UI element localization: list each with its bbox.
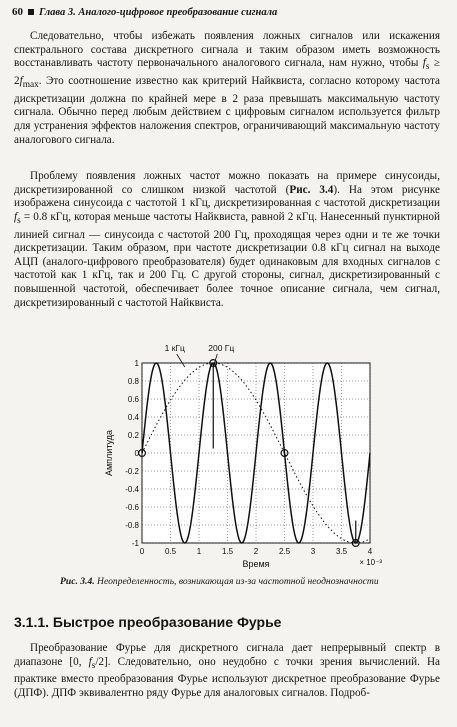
figure-caption bbox=[60, 576, 420, 587]
y-tick-label: 1 bbox=[134, 359, 139, 368]
x-tick-label: 3.5 bbox=[335, 547, 348, 556]
caption-text: Неопределенность, возникающая из-за частотной неоднозначности bbox=[94, 576, 379, 587]
math-sub: s bbox=[17, 216, 21, 227]
x-tick-label: 0.5 bbox=[164, 547, 177, 556]
text-run: . Это соотношение известно как критерий Найквиста, согласно которому частота дискретизации должна по крайней мере в 2 раза превышать максимальную частоту сигнала. Обычно перед любым действием с цифровым сигналом используется фильтр для устранения эффектов наложения спектров, ограничивающий максимальную частоту аналогового сигнала. bbox=[14, 75, 440, 146]
paragraph-nyquist bbox=[14, 30, 440, 147]
x-tick-label: 1.5 bbox=[221, 547, 234, 556]
figure-reference: Рис. 3.4 bbox=[289, 183, 334, 196]
text-run: /2]. Следовательно, оно неудобно с точки зрения вычислений. На практике вместо преобразования Фурье используют дискретное преобразование Фурье (ДПФ). ДПФ эквивалентно ряду Фурье для аналоговых сигналов. Подроб- bbox=[14, 655, 440, 700]
paragraph-fourier bbox=[14, 642, 440, 701]
y-tick-label: -0.2 bbox=[125, 467, 139, 476]
page-number: 60 bbox=[12, 6, 23, 18]
math-f: f bbox=[14, 210, 18, 223]
bullet-square-icon bbox=[28, 9, 34, 15]
paragraph-aliasing bbox=[14, 170, 440, 310]
text-run: Следовательно, чтобы избежать появления ложных сигналов или искажения спектрального состава дискретного сигнала и таким образом иметь возможность восстанавливать частоту первоначального аналогового сигнала, нам нужно, чтобы bbox=[14, 30, 440, 70]
chart-svg bbox=[100, 337, 390, 579]
x-axis-exponent: × 10⁻³ bbox=[359, 558, 382, 567]
aliasing-chart bbox=[100, 337, 390, 579]
math-sub: max bbox=[22, 80, 39, 91]
text-run: = 0.8 кГц, которая меньше частоты Найквиста, равной 2 кГц. Нанесенный пунктирной линией сигнал — синусоида с частотой 200 Гц, проходящая через одни и те же точки дискретизации. Таким образом, при частоте дискретизации 0.8 кГц сигнал на выходе АЦП (аналого-цифрового преобразователя) будет одинаковым для входных сигналов с частотой как 1 кГц, так и 200 Гц. С другой стороны, сигнал, дискретизированный с повышенной частотой, обеспечивает более точное описание сигнала, чем сигнал, дискретизированный с частотой Найквиста. bbox=[14, 210, 440, 309]
text-run: ). На этом рисунке изображена синусоида с частотой 1 кГц, дискретизированная с частотой дискретизации bbox=[14, 183, 440, 210]
y-tick-label: 0.2 bbox=[127, 431, 139, 440]
x-tick-label: 2.5 bbox=[278, 547, 291, 556]
math-sub: s bbox=[91, 660, 96, 671]
x-tick-label: 4 bbox=[367, 547, 373, 556]
math-ge: ≥ 2 bbox=[14, 57, 440, 88]
text-run: Проблему появления ложных частот можно показать на примере синусоиды, дискретизированной со слишком низкой частотой ( bbox=[14, 170, 440, 196]
y-tick-label: -0.4 bbox=[125, 485, 139, 494]
x-axis-label: Время bbox=[242, 559, 270, 569]
x-tick-label: 0 bbox=[139, 547, 145, 556]
x-tick-label: 2 bbox=[253, 547, 259, 556]
y-tick-label: -1 bbox=[131, 539, 139, 548]
y-tick-label: 0 bbox=[134, 449, 139, 458]
math-sub: s bbox=[425, 62, 430, 73]
x-tick-label: 1 bbox=[196, 547, 202, 556]
running-header bbox=[12, 6, 432, 18]
x-tick-label: 3 bbox=[310, 547, 316, 556]
y-tick-label: 0.8 bbox=[127, 377, 139, 386]
y-tick-label: -0.8 bbox=[125, 521, 139, 530]
math-f: f bbox=[88, 655, 92, 668]
label-200hz: 200 Гц bbox=[208, 343, 235, 353]
y-axis-label: Амплитуда bbox=[104, 429, 114, 477]
caption-label: Рис. 3.4. bbox=[60, 576, 95, 587]
math-f: f bbox=[19, 75, 23, 88]
chapter-title: Глава 3. Аналого-цифровое преобразование сигнала bbox=[39, 6, 278, 18]
label-1khz: 1 кГц bbox=[164, 343, 185, 353]
text-run: Преобразование Фурье для дискретного сигнала дает непрерывный спектр в диапазоне [0, bbox=[14, 642, 440, 668]
math-f: f bbox=[422, 57, 426, 70]
y-tick-label: 0.6 bbox=[127, 395, 139, 404]
y-tick-label: 0.4 bbox=[127, 413, 139, 422]
section-heading: 3.1.1. Быстрое преобразование Фурье bbox=[14, 614, 282, 630]
y-tick-label: -0.6 bbox=[125, 503, 139, 512]
